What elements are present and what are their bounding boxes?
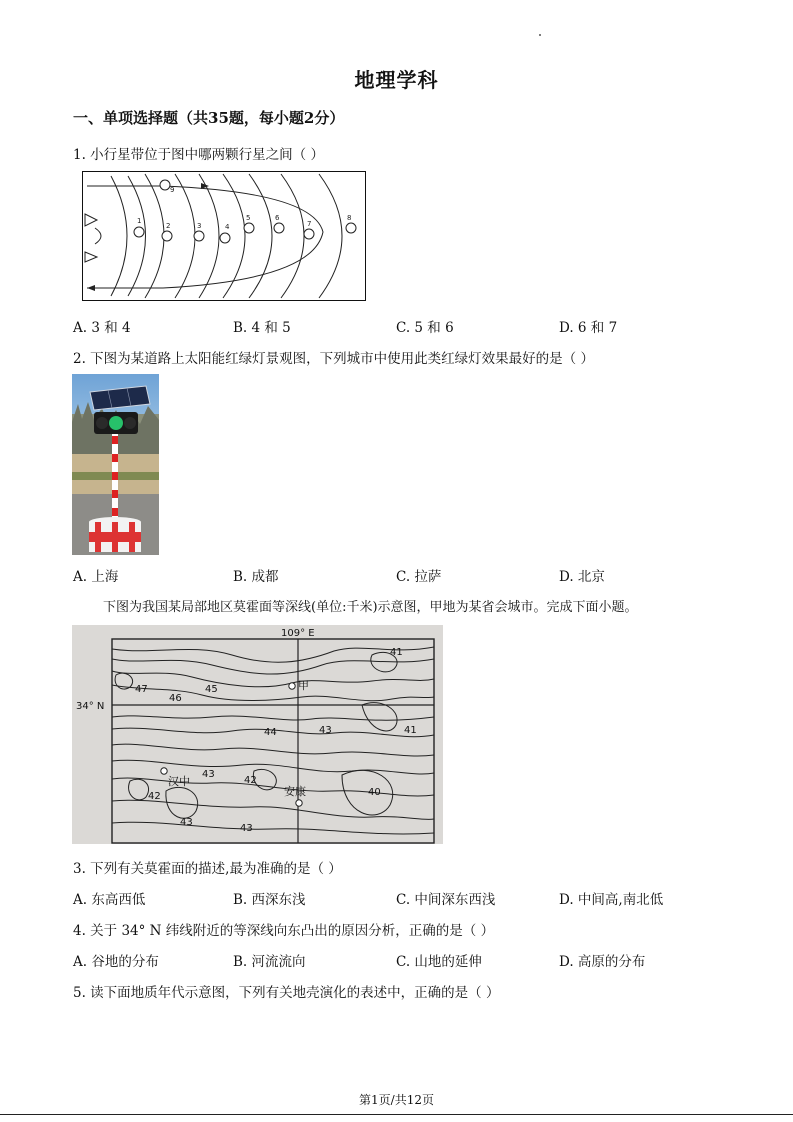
latitude-label: 34° N — [76, 701, 105, 712]
planet-label-3: 3 — [197, 222, 202, 230]
contour-label: 44 — [264, 727, 277, 738]
traffic-light-illustration — [72, 374, 159, 555]
question-5-stem: 5. 读下面地质年代示意图，下列有关地壳演化的表述中，正确的是（ ） — [73, 985, 500, 1001]
planet-label-1: 1 — [137, 217, 142, 225]
question-2-stem: 2. 下图为某道路上太阳能红绿灯景观图，下列城市中使用此类红绿灯效果最好的是（ ） — [73, 351, 594, 367]
question-1-stem: 1. 小行星带位于图中哪两颗行星之间（ ） — [73, 147, 324, 163]
q4-option-a[interactable]: A. 谷地的分布 — [73, 954, 159, 970]
contour-label: 46 — [169, 693, 182, 704]
contour-label: 45 — [205, 684, 218, 695]
q3-option-d[interactable]: D. 中间高,南北低 — [559, 892, 664, 908]
q2-option-c[interactable]: C. 拉萨 — [396, 569, 442, 585]
contour-label: 43 — [180, 817, 193, 828]
planet-label-6: 6 — [275, 214, 280, 222]
city-label-jia: 甲 — [298, 679, 309, 692]
page-title: 地理学科 — [354, 68, 439, 92]
section-heading: 一、单项选择题（共35题，每小题2分） — [73, 109, 345, 127]
q2-option-b[interactable]: B. 成都 — [233, 569, 279, 585]
planet-label-2: 2 — [166, 222, 171, 230]
solar-system-figure — [82, 171, 366, 301]
contour-label: 43 — [319, 725, 332, 736]
solar-system-diagram — [83, 172, 365, 300]
q3-option-a[interactable]: A. 东高西低 — [73, 892, 146, 908]
q1-option-a[interactable]: A. 3 和 4 — [73, 320, 131, 336]
solar-traffic-light-photo — [72, 374, 159, 555]
q1-option-d[interactable]: D. 6 和 7 — [559, 320, 618, 336]
question-3-stem: 3. 下列有关莫霍面的描述,最为准确的是（ ） — [73, 861, 342, 877]
moho-contour-map — [72, 625, 443, 844]
longitude-label: 109° E — [281, 628, 315, 639]
planet-label-8: 8 — [347, 214, 352, 222]
contour-label: 42 — [244, 775, 257, 786]
scan-dot — [539, 34, 541, 36]
planet-label-7: 7 — [307, 220, 312, 228]
contour-label: 41 — [404, 725, 417, 736]
city-label-ankang: 安康 — [284, 785, 306, 798]
contour-label: 41 — [390, 647, 403, 658]
city-label-hanzhong: 汉中 — [168, 775, 190, 788]
planet-label-4: 4 — [225, 223, 230, 231]
q3-option-b[interactable]: B. 西深东浅 — [233, 892, 306, 908]
moho-map-svg — [72, 625, 443, 844]
planet-label-5: 5 — [246, 214, 251, 222]
question-4-stem: 4. 关于 34° N 纬线附近的等深线向东凸出的原因分析，正确的是（ ） — [73, 923, 495, 939]
contour-label: 43 — [240, 823, 253, 834]
q4-option-c[interactable]: C. 山地的延伸 — [396, 954, 482, 970]
bottom-divider — [0, 1114, 793, 1115]
contour-label: 43 — [202, 769, 215, 780]
contour-label: 40 — [368, 787, 381, 798]
comet-label: 9 — [170, 186, 175, 194]
contour-label: 42 — [148, 791, 161, 802]
q2-option-d[interactable]: D. 北京 — [559, 569, 605, 585]
q1-option-b[interactable]: B. 4 和 5 — [233, 320, 291, 336]
q4-option-b[interactable]: B. 河流流向 — [233, 954, 306, 970]
map-intro-text: 下图为我国某局部地区莫霍面等深线(单位:千米)示意图，甲地为某省会城市。完成下面小题。 — [103, 600, 638, 615]
q1-option-c[interactable]: C. 5 和 6 — [396, 320, 454, 336]
q3-option-c[interactable]: C. 中间深东西浅 — [396, 892, 496, 908]
page-footer: 第1页/共12页 — [359, 1093, 434, 1107]
q4-option-d[interactable]: D. 高原的分布 — [559, 954, 646, 970]
contour-label: 47 — [135, 684, 148, 695]
q2-option-a[interactable]: A. 上海 — [73, 569, 119, 585]
